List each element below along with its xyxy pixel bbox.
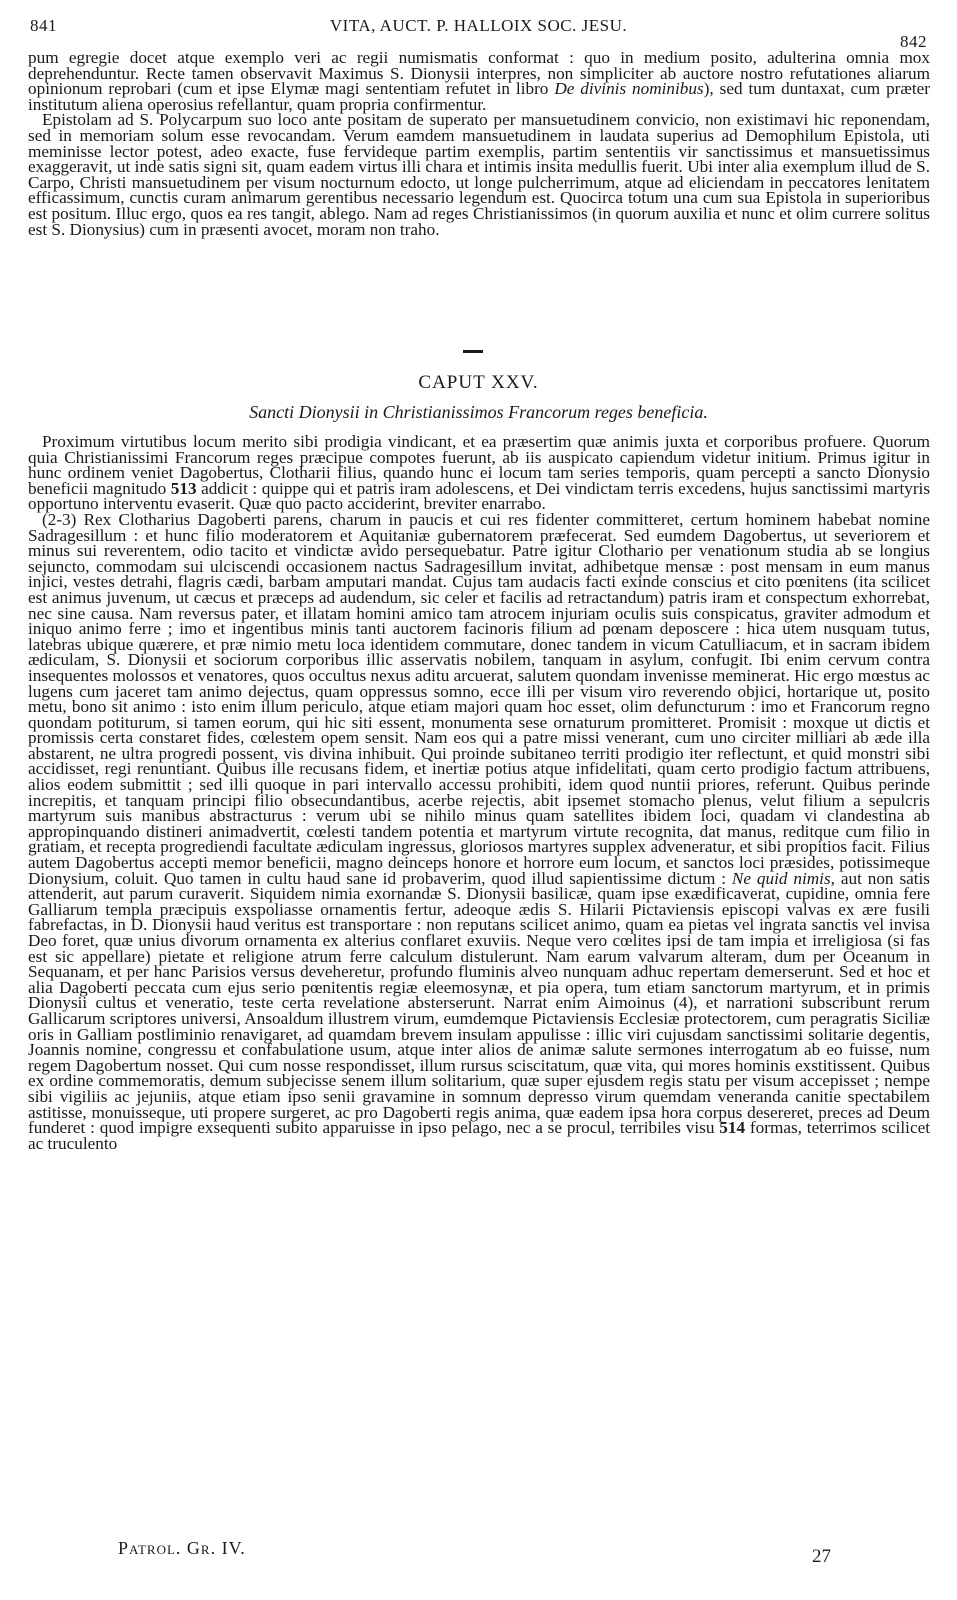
preceding-text bbox=[28, 50, 930, 237]
page-number-left: 841 bbox=[30, 16, 57, 35]
text-run: Proximum virtutibus locum merito sibi prodigia vindicant, et ea præsertim quæ animis juxta et corporibus profuere. Quorum quia Christianissimi Francorum reges præcipue compotes fuerunt, ab iis auspicato capiendum videtur initium. Primus igitur in hunc ordinem veniet Dagobertus, Clotharii filius, quando hunc ei locum tam series temporis, quam percepti a sancto Dionysio beneficii magnitudo bbox=[28, 432, 930, 498]
book-title: De divinis nominibus bbox=[554, 79, 704, 99]
chapter-subtitle: Sancti Dionysii in Christianissimos Francorum reges beneficia. bbox=[249, 402, 708, 422]
gathering-number: 27 bbox=[812, 1546, 831, 1567]
paragraph: Epistolam ad S. Polycarpum suo loco ante positam de superato per mansuetudinem convicio, non existimavi hic reponendam, sed in memoriam solum esse revocandam. Verum eamdem mansuetudinem in laudata superius ad Demophilum Epistola, uti meminisse lector potest, adeo exacte, fuse fervideque partim exemplis, partim sententiis vir sanctissimus et mansuetissimus exaggeravit, ut inde satis signi sit, quam eadem virtus illi chara et intimis insita medullis fuerit. Ubi inter alia exemplum illud de S. Carpo, Christi mansuetudinem per visum nocturnum edocto, ut longe pulcherrimum, atque ad eliciendam in peccatores lenitatem efficassimum, cunctis curam animarum gerentibus necessario legendum est. Quocirca totum una cum sua Epistola in superioribus est positum. Illuc ergo, quos ea res tangit, ablego. Nam ad reges Christianissimos (in quorum auxilia et nunc et olim currere solitus est S. Dionysius) cum in præsenti avocet, moram non traho. bbox=[28, 110, 930, 239]
chapter-title: CAPUT XXV. bbox=[418, 372, 539, 393]
text-run: , aut non satis attenderit, aut parum curaverit. Siquidem nimia exornandæ S. Dionysii basilicæ, quam ipse exædificaverat, cupidine, omnia fere Galliarum templa præcipuis exspoliasse ornamentis fertur, adeoque ædis S. Hilarii Pictaviensis episcopi valvas ex ære fusili fabrefactas, in D. Dionysii haud veritus est transportare : non reputans scilicet animo, quam ea pietas vel ingrata sanctis vel invisa Deo foret, quæ unius divorum ornamenta ex alterius conflaret exuviis. Neque vero cœlites ipsi de tam impia et irreligiosa (si fas est sic appellare) pietate et religione atrum ferre calculum distulerunt. Nam earum valvarum alteram, dum per Oceanum in Sequanam, et per hanc Parisios versus deveheretur, profundo fluminis alveo nunquam adhuc repertam demerserunt. Sed et hoc et alia Dagoberti peccata cum ejus serio pœnitentis regiæ eleemosynæ, et pia opera, tum etiam sanctorum martyrum, et in primis Dionysii cultus et veneratio, teste certa revelatione absterserunt. Narrat enim Aimoinus (4), et narrationi subscribunt rerum Gallicarum scriptores universi, Ansoaldum illustrem virum, eumdemque Pictaviensis Ecclesiæ protectorem, cum peragratis Siciliæ oris in Galliam postliminio renavigaret, ad quamdam brevem insulam appulisse : illic viri cujusdam sanctissimi solitarie degentis, Joannis nomine, congressu et confabulatione usum, atque inter alios de animæ salute sermones interrogatum ab eo fuisse, num regem Dagobertum nosset. Qui cum nosse respondisset, illum rursus sciscitatum, quæ vita, qui mores hominis exstitissent. Quibus ex ordine commemoratis, demum subjecisse senem illum solitarium, quæ super ejusdem regis statu per visum accepisset ; nempe sibi vigiliis ac jejuniis, atque etiam ipso senii gravamine in somnum depresso virum quemdam veneranda canitie spectabilem astitisse, monuisseque, uti propere surgeret, ac pro Dagoberti regis anima, quæ eadem ipsa hora corpus desereret, preces ad Deum funderet : quod impigre exsequenti subito apparuisse in ipso pelago, nec a se procul, terribiles visu bbox=[28, 868, 930, 1138]
text-run: formas, teterrimos scilicet ac truculento bbox=[28, 1118, 930, 1153]
paragraph bbox=[28, 50, 930, 112]
chapter-body bbox=[28, 434, 930, 1151]
signature-mark: Patrol. Gr. IV. bbox=[118, 1538, 246, 1558]
margin-number: 513 bbox=[170, 478, 197, 498]
section-divider bbox=[463, 350, 483, 353]
text-run: (2-3) Rex Clotharius Dagoberti parens, charum in paucis et cui res fidenter committeret, certum hominem habebat nomine Sadragesillum : et hunc filio moderatorem et Aquitaniæ gubernatorem præfecerat. Sed eumdem Dagobertus, ut severiorem et minus sui reverentem, odio tacito et vindictæ avido persequebatur. Patre igitur Clothario per venationum studia ab se longius sejuncto, commodam sui ulciscendi occasionem nactus Sadragesillum invitat, adhibetque mensæ : post mensam in eum manus injici, vestes detrahi, flagris cædi, barbam amputari mandat. Cujus tam audacis facti exinde conscius et cito pœnitens (ita scilicet est animus juvenum, ut cæcus et præceps ad audendum, sic celer et facilis ad retractandum) patris iram et conspectum exhorrebat, nec sine causa. Nam reversus pater, et illatam homini amico tam atrocem injuriam oculis suis conspicatus, graviter admodum et iniquo animo ferre ; imo et ingentibus minis tanti auctorem facinoris filium ad pœnam deposcere : hica utem nusquam tutus, latebras ubique quærere, et præ nimio metu loca identidem commutare, donec tandem in vicum Catulliacum, et in sacram ibidem ædiculam, S. Dionysii et sociorum corporibus illic asservatis nobilem, tanquam in asylum, confugit. Ibi enim cervum contra insequentes molossos et venatores, quos occultus nexus aditu arcuerat, salutem quondam invenisse meminerat. Hic ergo mœstus ac lugens cum jaceret tam animo dejectus, quam oppressus somno, ecce illi per visum viro reverendo objici, hortarique ut, posito metu, bono sit animo : isto enim illum periculo, atque etiam majori quam hoc esset, olim defuncturum : imo et Francorum regno quondam potiturum, si tamen eorum, qui hic siti essent, monumenta sese ornaturum promitteret. Promisit : moxque ut dictis et promissis certa constaret fides, cœlestem opem sensit. Nam eos qui a patre missi venerant, cum uno circiter milliari ab æde illa abstarent, ne ultra progredi possent, vis divina inhibuit. Qui proinde subitaneo territi prodigio iter reflectunt, et quid monstri sibi accidisset, regi renuntiant. Quibus ille recusans fidem, et inertiæ potius atque infidelitati, quam certo prodigio factum attribuens, alios eodem submittit ; sed illi quoque in pari intervallo accessu prohibiti, idem quod nuntii priores, referunt. Quibus perinde increpitis, et tanquam principi filio obsecundantibus, acerbe rejectis, abit ipsemet stomacho plenus, velut filium a sepulcris martyrum suis manibus abstracturus : verum ubi se nihilo minus quam satellites ibidem loci, quadam vi clandestina ab appropinquando distineri animadvertit, cœlesti tandem potentia et martyrum virtute recognita, dat manus, reditque cum filio in gratiam, et recepta progrediendi facultate ædiculam ingressus, gloriosos martyres supplex adveneratur, et sibi propitios facit. Filius autem Dagobertus accepti memor beneficii, magno deinceps honore et horrore eum locum, et sanctos loci præsides, potissimeque Dionysium, coluit. Quo tamen in cultu haud sane id probaverim, quod illud sapientissime dictum : bbox=[28, 509, 930, 888]
paragraph bbox=[28, 509, 930, 1153]
page-number-right: 842 bbox=[900, 32, 927, 51]
running-title: VITA, AUCT. P. HALLOIX SOC. JESU. bbox=[329, 16, 628, 35]
text-run: ), sed tum duntaxat, cum præter institutum aliena operosius refellantur, quam propria confirmentur. bbox=[28, 79, 930, 114]
quotation: Ne quid nimis bbox=[731, 868, 831, 888]
margin-number: 514 bbox=[719, 1118, 746, 1138]
paragraph bbox=[28, 434, 930, 512]
text-run: addicit : quippe qui et patris iram adolescens, et Dei vindictam terris excedens, hujus sanctissimi martyris opportuno interventu evaserit. Quæ quo pacto acciderint, breviter enarrabo. bbox=[28, 478, 931, 514]
text-run: pum egregie docet atque exemplo veri ac regii numismatis conformat : quo in medium posito, adulterina omnia mox deprehenduntur. Recte tamen observavit Maximus S. Dionysii interpres, non simpliciter ab auctore nostro refutationes aliarum opinionum reprobari (cum et ipse Elymæ magi sententiam refutet in libro bbox=[28, 48, 930, 99]
running-head bbox=[30, 12, 927, 51]
